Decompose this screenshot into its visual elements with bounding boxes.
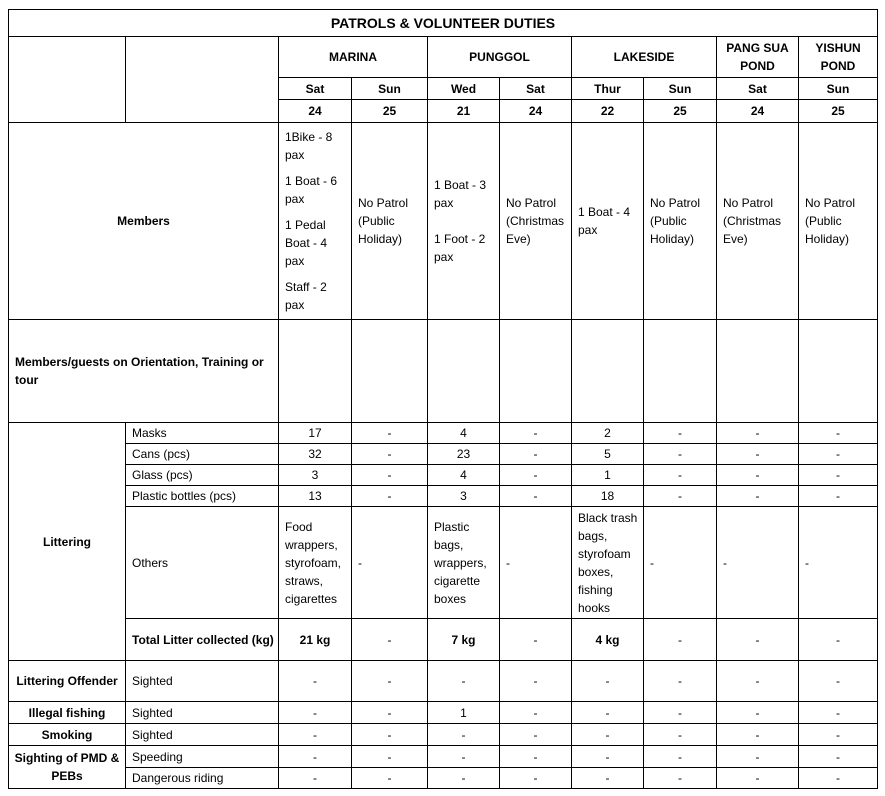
smoking-value: - — [500, 724, 572, 746]
litter-value: 23 — [428, 444, 500, 465]
fishing-value: - — [644, 702, 717, 724]
offender-value: - — [799, 661, 878, 702]
pmd-value: - — [279, 746, 352, 768]
offender-item-label: Sighted — [126, 661, 279, 702]
pmd-value: - — [428, 768, 500, 789]
offender-value: - — [352, 661, 428, 702]
pmd-item-label: Dangerous riding — [126, 768, 279, 789]
location-punggol: PUNGGOL — [428, 37, 572, 78]
members-punggol-wed — [428, 123, 500, 320]
members-lakeside-thur: 1 Boat - 4 pax — [572, 123, 644, 320]
table-title: PATROLS & VOLUNTEER DUTIES — [9, 10, 878, 37]
orientation-cell — [500, 320, 572, 423]
litter-value: - — [500, 486, 572, 507]
smoking-value: - — [644, 724, 717, 746]
litter-value: - — [500, 465, 572, 486]
pmd-item-label: Speeding — [126, 746, 279, 768]
litter-value: 3 — [279, 465, 352, 486]
members-marina-sat — [279, 123, 352, 320]
offender-value: - — [428, 661, 500, 702]
litter-total-value: - — [644, 619, 717, 661]
litter-value: 3 — [428, 486, 500, 507]
day-header: Sat — [500, 78, 572, 100]
members-punggol-sat: No Patrol (Christmas Eve) — [500, 123, 572, 320]
day-header: Sat — [279, 78, 352, 100]
smoking-value: - — [572, 724, 644, 746]
litter-value: - — [717, 465, 799, 486]
day-header: Thur — [572, 78, 644, 100]
litter-value: 2 — [572, 423, 644, 444]
litter-item-label: Glass (pcs) — [126, 465, 279, 486]
fishing-value: 1 — [428, 702, 500, 724]
littering-label: Littering — [9, 423, 126, 661]
fishing-value: - — [572, 702, 644, 724]
litter-value: - — [717, 486, 799, 507]
litter-value: 5 — [572, 444, 644, 465]
litter-value: - — [644, 423, 717, 444]
litter-value: - — [352, 423, 428, 444]
fishing-value: - — [717, 702, 799, 724]
litter-value: - — [799, 465, 878, 486]
litter-value: 17 — [279, 423, 352, 444]
date-header: 24 — [279, 100, 352, 123]
litter-value: - — [799, 486, 878, 507]
litter-value: - — [717, 423, 799, 444]
members-entry: 1Bike - 8 pax — [285, 130, 333, 162]
members-entry: 1 Boat - 3 pax — [434, 178, 487, 210]
litter-item-label: Cans (pcs) — [126, 444, 279, 465]
offender-value: - — [572, 661, 644, 702]
offender-value: - — [644, 661, 717, 702]
date-header: 25 — [352, 100, 428, 123]
litter-value: - — [500, 423, 572, 444]
orientation-cell — [717, 320, 799, 423]
litter-others-value: Plastic bags, wrappers, cigarette boxes — [428, 507, 500, 619]
fishing-value: - — [500, 702, 572, 724]
litter-value: - — [644, 465, 717, 486]
pmd-value: - — [428, 746, 500, 768]
members-marina-sun: No Patrol (Public Holiday) — [352, 123, 428, 320]
pmd-value: - — [717, 746, 799, 768]
pmd-value: - — [500, 746, 572, 768]
litter-value: 4 — [428, 423, 500, 444]
smoking-label: Smoking — [9, 724, 126, 746]
smoking-value: - — [428, 724, 500, 746]
litter-value: - — [500, 444, 572, 465]
litter-total-value: - — [717, 619, 799, 661]
fishing-value: - — [279, 702, 352, 724]
pmd-value: - — [572, 768, 644, 789]
litter-value: - — [799, 444, 878, 465]
orientation-cell — [428, 320, 500, 423]
date-header: 24 — [500, 100, 572, 123]
members-label: Members — [9, 123, 279, 320]
date-header: 25 — [799, 100, 878, 123]
litter-value: - — [644, 486, 717, 507]
fishing-label: Illegal fishing — [9, 702, 126, 724]
location-lakeside: LAKESIDE — [572, 37, 717, 78]
pmd-value: - — [279, 768, 352, 789]
litter-others-value: - — [352, 507, 428, 619]
header-blank-2 — [126, 37, 279, 123]
litter-item-label: Plastic bottles (pcs) — [126, 486, 279, 507]
members-lakeside-sun: No Patrol (Public Holiday) — [644, 123, 717, 320]
members-entry: 1 Foot - 2 pax — [434, 232, 486, 264]
litter-others-value: - — [500, 507, 572, 619]
smoking-item-label: Sighted — [126, 724, 279, 746]
litter-others-label: Others — [126, 507, 279, 619]
offender-value: - — [279, 661, 352, 702]
members-yishun-sun: No Patrol (Public Holiday) — [799, 123, 878, 320]
litter-total-value: 21 kg — [279, 619, 352, 661]
litter-total-value: - — [352, 619, 428, 661]
members-entry: 1 Boat - 6 pax — [285, 174, 338, 206]
pmd-value: - — [799, 746, 878, 768]
members-pangsua-sat: No Patrol (Christmas Eve) — [717, 123, 799, 320]
pmd-value: - — [799, 768, 878, 789]
litter-value: - — [799, 423, 878, 444]
litter-total-value: 7 kg — [428, 619, 500, 661]
pmd-value: - — [644, 768, 717, 789]
pmd-value: - — [717, 768, 799, 789]
orientation-cell — [799, 320, 878, 423]
orientation-cell — [352, 320, 428, 423]
litter-total-value: - — [500, 619, 572, 661]
litter-value: - — [717, 444, 799, 465]
litter-total-value: - — [799, 619, 878, 661]
smoking-value: - — [799, 724, 878, 746]
day-header: Sat — [717, 78, 799, 100]
litter-total-value: 4 kg — [572, 619, 644, 661]
duties-table — [8, 9, 878, 789]
location-pang-sua-pond: PANG SUA POND — [717, 37, 799, 78]
smoking-value: - — [717, 724, 799, 746]
litter-others-value: Food wrappers, styrofoam, straws, cigarettes — [279, 507, 352, 619]
fishing-value: - — [799, 702, 878, 724]
offender-value: - — [500, 661, 572, 702]
pmd-value: - — [644, 746, 717, 768]
litter-value: 18 — [572, 486, 644, 507]
litter-others-value: Black trash bags, styrofoam boxes, fishing hooks — [572, 507, 644, 619]
date-header: 25 — [644, 100, 717, 123]
location-yishun-pond: YISHUN POND — [799, 37, 878, 78]
litter-value: - — [352, 465, 428, 486]
pmd-value: - — [572, 746, 644, 768]
smoking-value: - — [352, 724, 428, 746]
smoking-value: - — [279, 724, 352, 746]
day-header: Wed — [428, 78, 500, 100]
litter-value: - — [352, 486, 428, 507]
orientation-label: Members/guests on Orientation, Training or tour — [9, 320, 279, 423]
litter-others-value: - — [799, 507, 878, 619]
orientation-cell — [279, 320, 352, 423]
litter-others-value: - — [717, 507, 799, 619]
pmd-value: - — [500, 768, 572, 789]
litter-value: 13 — [279, 486, 352, 507]
day-header: Sun — [644, 78, 717, 100]
fishing-value: - — [352, 702, 428, 724]
members-entry: Staff - 2 pax — [285, 280, 327, 312]
members-entry: 1 Pedal Boat - 4 pax — [285, 218, 328, 268]
litter-total-label: Total Litter collected (kg) — [126, 619, 279, 661]
litter-others-value: - — [644, 507, 717, 619]
litter-value: 1 — [572, 465, 644, 486]
date-header: 21 — [428, 100, 500, 123]
fishing-item-label: Sighted — [126, 702, 279, 724]
header-blank-1 — [9, 37, 126, 123]
offender-label: Littering Offender — [9, 661, 126, 702]
litter-value: - — [644, 444, 717, 465]
date-header: 22 — [572, 100, 644, 123]
orientation-cell — [572, 320, 644, 423]
litter-item-label: Masks — [126, 423, 279, 444]
date-header: 24 — [717, 100, 799, 123]
litter-value: - — [352, 444, 428, 465]
litter-value: 4 — [428, 465, 500, 486]
day-header: Sun — [352, 78, 428, 100]
location-marina: MARINA — [279, 37, 428, 78]
offender-value: - — [717, 661, 799, 702]
pmd-value: - — [352, 768, 428, 789]
day-header: Sun — [799, 78, 878, 100]
litter-value: 32 — [279, 444, 352, 465]
orientation-cell — [644, 320, 717, 423]
pmd-label: Sighting of PMD & PEBs — [9, 746, 126, 789]
pmd-value: - — [352, 746, 428, 768]
